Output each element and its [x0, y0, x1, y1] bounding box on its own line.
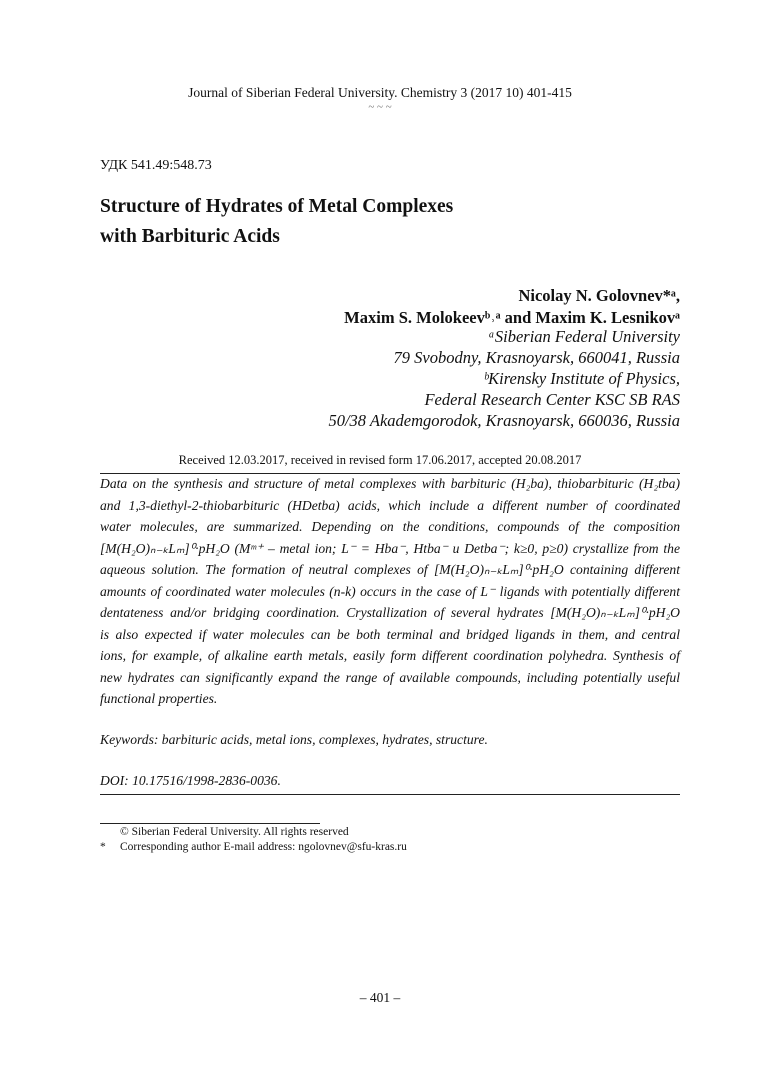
abstract-line: [M(H₂O)ₙ₋ₖLₘ]⁰·pH₂O (Mᵐ⁺ – metal ion; L⁻ = Hba⁻, Htba⁻ и Detba⁻; k≥0, p≥0) crystallize from the — [100, 540, 680, 556]
affiliation-b-address: 50/38 Akademgorodok, Krasnoyarsk, 660036, Russia — [328, 411, 680, 430]
received-dates: Received 12.03.2017, received in revised form 17.06.2017, accepted 20.08.2017 — [178, 453, 582, 467]
abstract-line: amounts of coordinated water molecules (n-k) occurs in the case of L⁻ ligands with potentially different — [100, 583, 680, 599]
udk-code: УДК 541.49:548.73 — [100, 158, 212, 173]
footnote-asterisk: * — [100, 841, 106, 853]
abstract-line: Data on the synthesis and structure of metal complexes with barbituric (H₂ba), thiobarbituric (H₂tba) — [100, 476, 680, 491]
abstract-bottom-rule — [100, 794, 680, 795]
abstract-line: ions, for example, of alkaline earth metals, easily form different coordination polyhedra. Synthesis of — [100, 648, 680, 663]
abstract-line: water molecules, are summarized. Depending on the conditions, compounds of the composition — [100, 519, 680, 534]
abstract-line: dentateness and/or bridging coordination. Crystallization of several hydrates [M(H₂O)ₙ₋ₖLₘ]⁰·pH₂O — [100, 605, 680, 620]
footnote-rule — [100, 823, 320, 824]
author-line-1: Nicolay N. Golovnev*ᵃ, — [518, 286, 680, 305]
abstract-line: aqueous solution. The formation of neutral complexes of [M(H₂O)ₙ₋ₖLₘ]⁰·pH₂O containing different — [100, 562, 680, 577]
affiliation-b-center: Federal Research Center KSC SB RAS — [424, 390, 680, 409]
abstract-line: new hydrates can significantly expand the range of available compounds, including potentially useful — [100, 669, 680, 685]
page-number: – 401 – — [359, 990, 401, 1005]
abstract-line: and 1,3-diethyl-2-thiobarbituric (HDetba) acids, which include a different number of coordinated — [100, 497, 680, 513]
abstract-line: functional properties. — [100, 691, 218, 706]
author-line-2: Maxim S. Molokeevᵇ˒ᵃ and Maxim K. Lesnikovᵃ — [344, 308, 680, 327]
title-line-2: with Barbituric Acids — [100, 226, 280, 247]
doi: DOI: 10.17516/1998-2836-0036. — [100, 773, 281, 788]
keywords: Keywords: barbituric acids, metal ions, complexes, hydrates, structure. — [100, 732, 488, 747]
affiliation-b-name: ᵇKirensky Institute of Physics, — [483, 369, 680, 388]
journal-header: Journal of Siberian Federal University. Chemistry 3 (2017 10) 401-415 — [188, 85, 572, 100]
abstract-top-rule — [100, 473, 680, 474]
title-line-1: Structure of Hydrates of Metal Complexes — [100, 196, 454, 217]
affiliation-a-address: 79 Svobodny, Krasnoyarsk, 660041, Russia — [393, 348, 680, 367]
header-ornament: ~ ~ ~ — [368, 101, 392, 113]
copyright-note: © Siberian Federal University. All rights reserved — [120, 826, 349, 838]
affiliation-a-name: ᵃSiberian Federal University — [488, 327, 680, 346]
corresponding-author-email: Corresponding author E-mail address: ngolovnev@sfu-kras.ru — [120, 841, 407, 853]
abstract-line: is also expected if water molecules can be both terminal and bridged ligands in them, and central — [100, 626, 680, 642]
